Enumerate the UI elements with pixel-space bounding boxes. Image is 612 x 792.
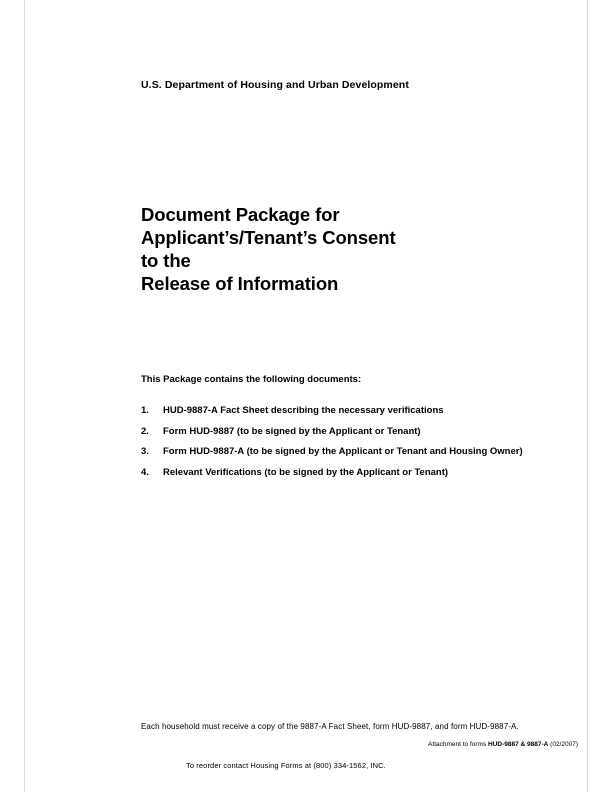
- list-item-number: 2.: [141, 425, 149, 437]
- contents-heading: This Package contains the following documents:: [141, 374, 362, 385]
- attachment-reference: [428, 741, 578, 748]
- list-item: [141, 446, 571, 467]
- list-item-number: 4.: [141, 466, 149, 478]
- agency-name: U.S. Department of Housing and Urban Development: [141, 79, 409, 91]
- list-item: [141, 467, 571, 488]
- page-title-line-1: Document Package for: [141, 204, 340, 225]
- page-title: [141, 203, 396, 295]
- attachment-date: (02/2007): [548, 741, 578, 748]
- reorder-notice: To reorder contact Housing Forms at (800) 334-1562, INC.: [186, 761, 386, 770]
- page-title-line-3: to the: [141, 250, 191, 271]
- list-item-number: 3.: [141, 446, 149, 457]
- attachment-form-numbers: HUD-9887 & 9887-A: [488, 741, 549, 748]
- attachment-prefix: Attachment to forms: [428, 741, 489, 748]
- page-edge-left: [24, 0, 25, 792]
- page-title-line-4: Release of Information: [141, 273, 339, 294]
- list-item-label: Form HUD-9887-A (to be signed by the Applicant or Tenant and Housing Owner): [163, 446, 523, 457]
- list-item-label: Relevant Verifications (to be signed by the Applicant or Tenant): [163, 466, 449, 478]
- list-item: [141, 426, 571, 447]
- document-list: [141, 405, 571, 487]
- page-edge-right: [587, 0, 588, 792]
- list-item-label: HUD-9887-A Fact Sheet describing the necessary verifications: [163, 405, 444, 416]
- page-title-line-2: Applicant’s/Tenant’s Consent: [141, 227, 396, 248]
- list-item: [141, 405, 571, 426]
- list-item-label: Form HUD-9887 (to be signed by the Applicant or Tenant): [163, 425, 421, 437]
- list-item-number: 1.: [141, 405, 149, 416]
- footnote-text: Each household must receive a copy of the 9887-A Fact Sheet, form HUD-9887, and form HUD-9887-A.: [141, 722, 519, 731]
